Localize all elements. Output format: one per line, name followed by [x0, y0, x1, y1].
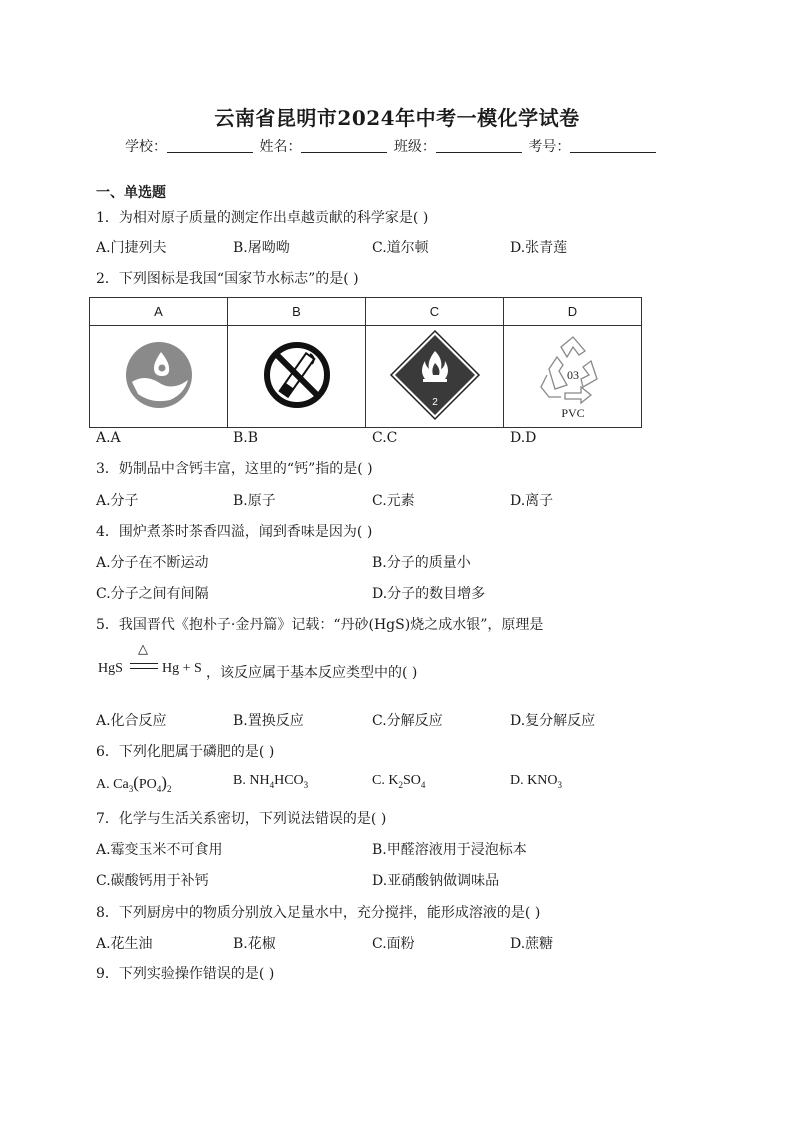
- equation-products: Hg + S: [162, 661, 202, 676]
- q6-option-c: C. $K_2SO_4$: [372, 773, 426, 790]
- q7-option-d: D.亚硝酸钠做调味品: [372, 873, 500, 889]
- q3-option-d: D.离子: [510, 493, 554, 509]
- equation-reactant: HgS: [98, 661, 123, 676]
- class-blank[interactable]: [436, 138, 522, 153]
- q5-option-a: A.化合反应: [96, 713, 167, 729]
- question-9-stem: 9．下列实验操作错误的是( ): [96, 966, 275, 982]
- q2-option-d: D.D: [510, 430, 537, 446]
- question-5-tail: ，该反应属于基本反应类型中的( ): [206, 665, 418, 681]
- q4-option-c: C.分子之间有间隔: [96, 586, 209, 602]
- question-5-stem: 5．我国晋代《抱朴子·金丹篇》记载：“丹砂(HgS)烧之成水银”，原理是: [96, 617, 544, 633]
- recycle-number: 03: [566, 368, 579, 382]
- q6-a-prefix: A.: [96, 777, 110, 792]
- q1-option-c: C.道尔顿: [372, 240, 429, 256]
- q4-option-b: B.分子的质量小: [372, 555, 471, 571]
- number-blank[interactable]: [570, 138, 656, 153]
- no-smoking-icon: [252, 330, 342, 420]
- flammable-gas-icon: [387, 327, 483, 423]
- q8-option-b: B.花椒: [233, 936, 276, 952]
- q6-option-b: B. $NH_4HCO_3$: [233, 773, 309, 790]
- question-2-stem: 2．下列图标是我国“国家节水标志”的是( ): [96, 271, 359, 287]
- heat-condition-symbol: △: [138, 642, 148, 657]
- q2-option-b: B.B: [233, 430, 259, 446]
- q7-option-a: A.霉变玉米不可食用: [96, 842, 223, 858]
- q6-option-a: A. $Ca_3(PO_4)_2$: [96, 773, 172, 794]
- q5-option-b: B.置换反应: [233, 713, 304, 729]
- q8-option-c: C.面粉: [372, 936, 415, 952]
- name-label: 姓名：: [259, 139, 302, 155]
- icon-table-header-c: C: [366, 298, 504, 326]
- school-blank[interactable]: [167, 138, 253, 153]
- name-blank[interactable]: [301, 138, 387, 153]
- icon-cell-c: [366, 326, 504, 428]
- q8-option-a: A.花生油: [96, 936, 153, 952]
- icon-cell-b: [228, 326, 366, 428]
- q4-option-d: D.分子的数目增多: [372, 586, 486, 602]
- q6-option-d: D. $KNO_3$: [510, 773, 562, 790]
- q8-option-d: D.蔗糖: [510, 936, 554, 952]
- q3-option-b: B.原子: [233, 493, 276, 509]
- q6-d-prefix: D.: [510, 773, 524, 788]
- q6-c-prefix: C.: [372, 773, 385, 788]
- question-1-stem: 1．为相对原子质量的测定作出卓越贡献的科学家是( ): [96, 210, 429, 226]
- q3-option-a: A.分子: [96, 493, 139, 509]
- q5-option-d: D.复分解反应: [510, 713, 596, 729]
- icon-cell-d: [504, 326, 642, 428]
- water-saving-icon: [114, 330, 204, 420]
- q5-option-c: C.分解反应: [372, 713, 443, 729]
- equation-sign: [130, 663, 158, 669]
- q2-option-c: C.C: [372, 430, 398, 446]
- icon-table-header-a: A: [90, 298, 228, 326]
- q2-option-a: A.A: [96, 430, 121, 446]
- question-8-stem: 8．下列厨房中的物质分别放入足量水中，充分搅拌，能形成溶液的是( ): [96, 905, 541, 921]
- icon-table: [89, 297, 642, 428]
- number-label: 考号：: [528, 139, 571, 155]
- page-title: 云南省昆明市2024年中考一模化学试卷: [214, 106, 580, 130]
- icon-cell-a: [90, 326, 228, 428]
- question-6-stem: 6．下列化肥属于磷肥的是( ): [96, 744, 275, 760]
- icon-table-header-d: D: [504, 298, 642, 326]
- q7-option-c: C.碳酸钙用于补钙: [96, 873, 209, 889]
- student-info-line: [125, 136, 658, 156]
- q4-option-a: A.分子在不断运动: [96, 555, 209, 571]
- hazard-class-number: 2: [431, 397, 438, 408]
- school-label: 学校：: [125, 139, 167, 155]
- q1-option-a: A.门捷列夫: [96, 240, 167, 256]
- question-4-stem: 4．围炉煮茶时茶香四溢，闻到香味是因为( ): [96, 524, 373, 540]
- recycle-pvc-icon: [525, 327, 621, 423]
- icon-table-header-b: B: [228, 298, 366, 326]
- q6-b-prefix: B.: [233, 773, 246, 788]
- q7-option-b: B.甲醛溶液用于浸泡标本: [372, 842, 527, 858]
- recycle-label: PVC: [560, 406, 585, 420]
- class-label: 班级：: [393, 139, 436, 155]
- question-7-stem: 7．化学与生活关系密切，下列说法错误的是( ): [96, 811, 387, 827]
- section-heading: 一、单选题: [96, 185, 166, 201]
- question-3-stem: 3．奶制品中含钙丰富，这里的“钙”指的是( ): [96, 461, 373, 477]
- q1-option-d: D.张青莲: [510, 240, 568, 256]
- q3-option-c: C.元素: [372, 493, 415, 509]
- q1-option-b: B.屠呦呦: [233, 240, 290, 256]
